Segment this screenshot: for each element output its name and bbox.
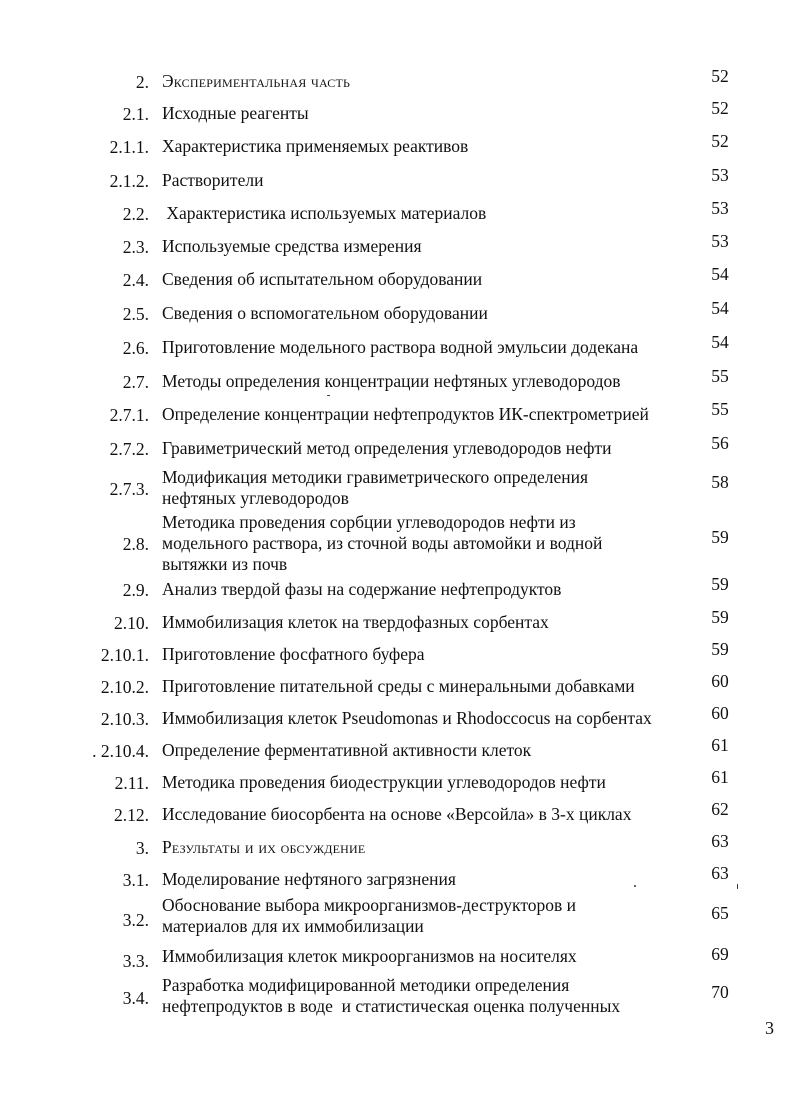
section-number: . 2.10.4. (92, 741, 149, 761)
page-ref: 61 (711, 767, 729, 787)
page-ref: 65 (711, 903, 729, 923)
section-title: Разработка модифицированной методики определения (162, 975, 570, 995)
scan-speck (327, 395, 330, 396)
section-title: Экспериментальная часть (162, 71, 351, 91)
page-ref: 59 (711, 607, 729, 627)
section-title: Сведения об испытательном оборудовании (162, 269, 483, 289)
scan-speck (737, 884, 738, 889)
page-ref: 69 (711, 944, 729, 964)
page-ref: 59 (711, 574, 729, 594)
section-title: Приготовление модельного раствора водной эмульсии додекана (162, 337, 639, 357)
section-number: 3. (135, 838, 149, 858)
section-number: 2.1.1. (109, 137, 149, 157)
page-ref: 52 (711, 66, 729, 86)
section-number: 2.8. (122, 534, 149, 554)
section-number: 2.2. (122, 204, 149, 224)
section-number: 2.7.2. (109, 439, 149, 459)
page-ref: 59 (711, 639, 729, 659)
section-title: Методика проведения сорбции углеводородов нефти из (162, 512, 576, 532)
section-title: Приготовление фосфатного буфера (162, 644, 425, 664)
section-number: 2.4. (122, 270, 149, 290)
section-title-continuation: нефтяных углеводородов (162, 488, 349, 508)
section-title: Иммобилизация клеток на твердофазных сорбентах (162, 612, 549, 632)
section-title: Анализ твердой фазы на содержание нефтепродуктов (162, 579, 562, 599)
page-ref: 52 (711, 131, 729, 151)
section-title: Характеристика используемых материалов (162, 203, 487, 223)
section-title: Определение концентрации нефтепродуктов ИК-спектрометрией (162, 404, 649, 424)
section-number: 2.11. (114, 773, 149, 793)
section-title: Результаты и их обсуждение (162, 837, 366, 857)
section-number: 3.4. (122, 988, 149, 1008)
section-title: Методика проведения биодеструкции углеводородов нефти (162, 772, 606, 792)
section-title: Приготовление питательной среды с минеральными добавками (162, 676, 635, 696)
section-title: Модификация методики гравиметрического определения (162, 467, 589, 487)
page-ref: 53 (711, 165, 729, 185)
section-number: 2.6. (122, 338, 149, 358)
page-ref: 63 (711, 831, 729, 851)
page-ref: 54 (711, 298, 729, 318)
section-number: 2.3. (122, 237, 149, 257)
section-title: Сведения о вспомогательном оборудовании (162, 303, 488, 323)
section-number: 2.10.2. (100, 677, 149, 697)
section-number: 2.10. (114, 613, 149, 633)
page-ref: 70 (711, 982, 729, 1002)
page-ref: 54 (711, 264, 729, 284)
section-title: Иммобилизация клеток микроорганизмов на носителях (162, 946, 577, 966)
page-ref: 53 (711, 231, 729, 251)
section-title-continuation: нефтепродуктов в воде и статистическая оценка полученных (162, 996, 621, 1016)
section-number: 3.3. (122, 951, 149, 971)
page-ref: 60 (711, 671, 729, 691)
section-number: 2.7.3. (109, 479, 149, 499)
page-ref: 53 (711, 198, 729, 218)
section-number: 2.7. (122, 372, 149, 392)
section-number: 2.9. (122, 580, 149, 600)
page-number: 3 (765, 1018, 774, 1038)
section-title: Исследование биосорбента на основе «Версойла» в 3-х циклах (162, 804, 632, 824)
section-number: 2.10.1. (100, 645, 149, 665)
section-title: Используемые средства измерения (162, 236, 422, 256)
section-number: 2.12. (114, 805, 149, 825)
section-title-continuation: модельного раствора, из сточной воды автомойки и водной (162, 533, 603, 553)
section-title: Гравиметрический метод определения углеводородов нефти (162, 438, 612, 458)
section-title: Иммобилизация клеток Pseudomonas и Rhodoccocus на сорбентах (162, 708, 652, 728)
page-ref: 63 (711, 863, 729, 883)
page-ref: 52 (711, 98, 729, 118)
section-title-continuation: вытяжки из почв (162, 554, 288, 574)
section-title: Моделирование нефтяного загрязнения (162, 869, 456, 889)
section-title: Определение ферментативной активности клеток (162, 740, 532, 760)
section-number: 3.2. (122, 910, 149, 930)
page-ref: 55 (711, 399, 729, 419)
page-ref: 60 (711, 703, 729, 723)
page-ref: 54 (711, 332, 729, 352)
section-number: 2. (135, 72, 149, 92)
section-title: Характеристика применяемых реактивов (162, 136, 469, 156)
page-ref: 55 (711, 366, 729, 386)
section-number: 2.7.1. (109, 405, 149, 425)
section-title: Методы определения концентрации нефтяных углеводородов (162, 371, 621, 391)
section-number: 2.1. (122, 104, 149, 124)
section-number: 3.1. (122, 870, 149, 890)
section-number: 2.5. (122, 304, 149, 324)
section-number: 2.10.3. (100, 709, 149, 729)
page-ref: 59 (711, 527, 729, 547)
section-title: Растворители (162, 170, 264, 190)
page-ref: 62 (711, 799, 729, 819)
section-title: Обоснование выбора микроорганизмов-деструкторов и (162, 895, 576, 915)
scan-speck (634, 885, 636, 887)
section-title: Исходные реагенты (162, 103, 309, 123)
section-number: 2.1.2. (109, 171, 149, 191)
section-title-continuation: материалов для их иммобилизации (162, 916, 424, 936)
page-ref: 61 (711, 735, 729, 755)
page-ref: 56 (711, 433, 729, 453)
page-ref: 58 (711, 472, 729, 492)
